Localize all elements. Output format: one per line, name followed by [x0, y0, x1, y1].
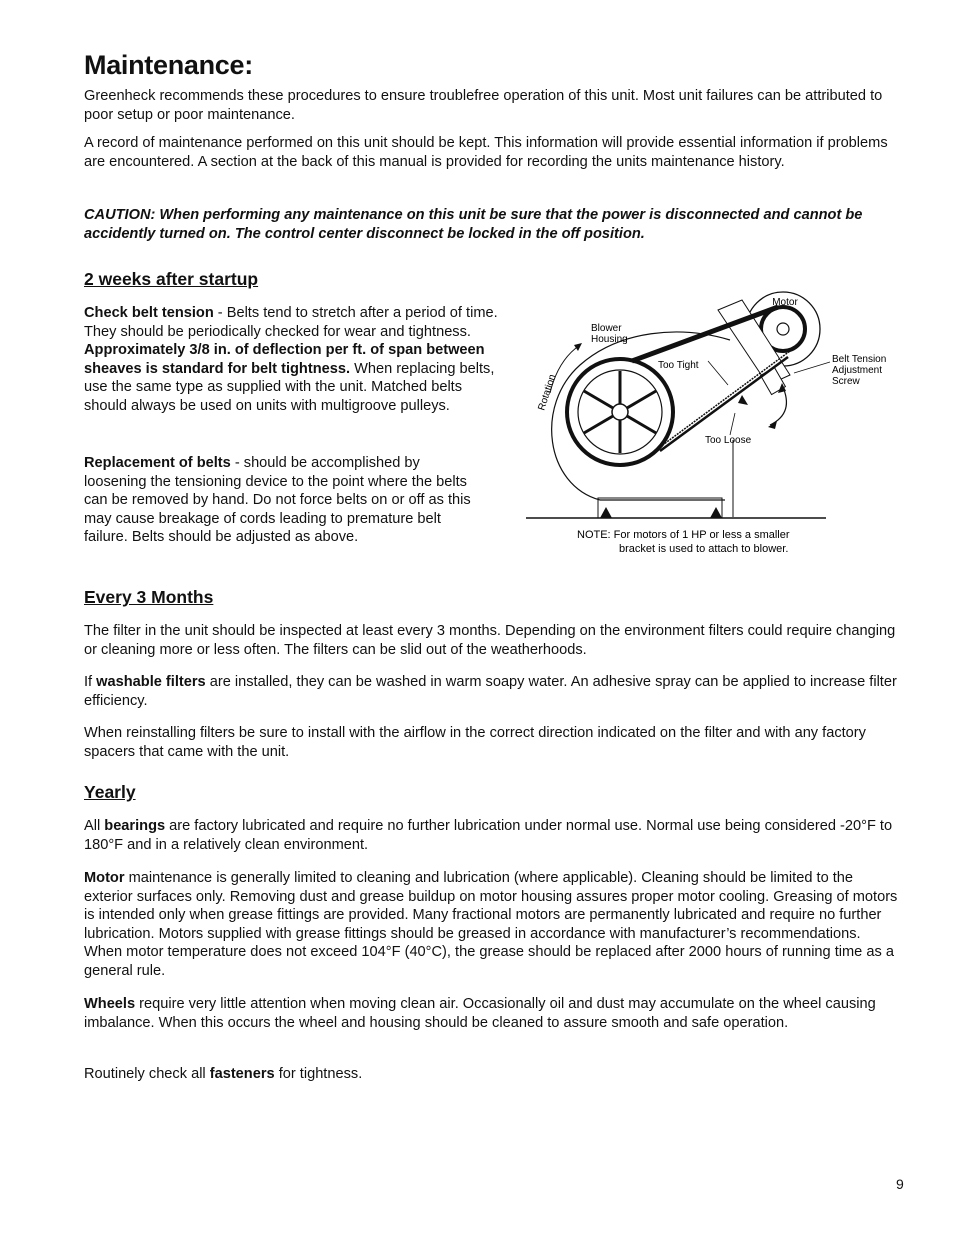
pivot-arrow	[738, 395, 748, 405]
heading-2-weeks: 2 weeks after startup	[84, 269, 259, 289]
heading-every-3-months: Every 3 Months	[84, 587, 214, 607]
replacement-text: - should be accomplished by loosening the tensioning device to the point where the belts can be removed by hand. Do not force belts on or off as this may cause breakage of cords leading to premature belt failure. Belts should be adjusted as above.	[84, 455, 471, 546]
yearly-p1-post: are factory lubricated and require no further lubrication under normal use. Normal use being considered -20°F to 180°F and in a relatively clean environment.	[84, 818, 893, 853]
label-blower-1: Blower	[591, 323, 622, 334]
yearly-p3-bold: Wheels	[84, 996, 136, 1012]
label-blower-2: Housing	[591, 334, 628, 345]
belt-tension-bold: Approximately 3/8 in. of deflection per ft. of span between sheaves is standard for belt tightness.	[84, 342, 485, 377]
label-belt-tension-2: Adjustment	[832, 365, 883, 376]
heading-yearly: Yearly	[84, 782, 136, 802]
yearly-p3-post: require very little attention when moving clean air. Occasionally oil and dust may accumulate on the wheel causing imbalance. When this occurs the wheel and housing should be cleaned to assure smooth and safe operation.	[84, 996, 876, 1031]
label-motor: Motor	[772, 297, 798, 308]
label-note-1: NOTE: For motors of 1 HP or less a smaller	[577, 529, 790, 541]
yearly-p2-post: maintenance is generally limited to cleaning and lubrication (where applicable). Cleaning should be limited to the exterior surfaces only. Removing dust and grease buildup on motor housing assures proper motor cooling. Greasing of motors is intended only when grease fittings are provided. Many fractional motors are permanently lubricated and require no further lubrication. Motors supplied with grease fittings should be greased in accordance with manufacturer’s recommendations. When motor temperature does not exceed 104°F (40°C), the grease should be replaced after 2000 hours of running time as a general rule.	[84, 870, 898, 979]
replacement-label: Replacement of belts	[84, 455, 231, 471]
months-p2-bold: washable filters	[96, 674, 206, 690]
belt-tension-paragraph	[84, 304, 498, 416]
yearly-p4-pre: Routinely check all	[84, 1066, 210, 1082]
motor-shaft	[777, 323, 789, 335]
caution-text	[84, 206, 898, 243]
yearly-p4-post: for tightness.	[274, 1066, 363, 1082]
belt-tension-text-1: - Belts tend to stretch after a period of time. They should be periodically checked for wear and tightness.	[84, 305, 498, 340]
yearly-paragraph-4	[84, 1065, 898, 1084]
label-note-2: bracket is used to attach to blower.	[619, 543, 789, 555]
caution-text-content: CAUTION: When performing any maintenance on this unit be sure that the power is disconnected and cannot be accidently turned on. The control center disconnect be locked in the off position.	[84, 207, 863, 242]
yearly-p4-bold: fasteners	[209, 1066, 275, 1082]
intro-paragraph-1: Greenheck recommends these procedures to ensure troublefree operation of this unit. Most unit failures can be attributed to poor setup or poor maintenance.	[84, 88, 883, 123]
yearly-paragraph-2	[84, 869, 898, 981]
intro-paragraph-2: A record of maintenance performed on this unit should be kept. This information will provide essential information if problems are encountered. A section at the back of this manual is provided for recording the units maintenance history.	[84, 135, 888, 170]
label-belt-tension-1: Belt Tension	[832, 354, 887, 365]
label-rotation: Rotation	[536, 373, 559, 412]
too-loose-leader	[730, 413, 735, 435]
belt-tension-diagram	[520, 285, 900, 560]
too-tight-leader	[708, 361, 728, 385]
months-paragraph-3: When reinstalling filters be sure to install with the airflow in the correct direction indicated on the filter and with any factory spacers that came with the unit.	[84, 725, 866, 760]
belt-tension-text-2: When replacing belts, use the same type as supplied with the unit. Matched belts should always be used on units with multigroove pulleys.	[84, 360, 495, 414]
yearly-p1-pre: All	[84, 818, 105, 834]
label-belt-tension-3: Screw	[832, 376, 860, 387]
months-p2-pre: If	[84, 674, 97, 690]
label-too-tight: Too Tight	[658, 360, 699, 371]
arrow-head-down	[768, 421, 777, 429]
months-p2-post: are installed, they can be washed in warm soapy water. An adhesive spray can be applied to increase filter efficiency.	[84, 674, 897, 709]
yearly-p2-bold: Motor	[84, 870, 125, 886]
yearly-p1-bold: bearings	[104, 818, 166, 834]
belt-tension-label: Check belt tension	[84, 305, 214, 321]
page-title: Maintenance:	[84, 50, 253, 80]
mounting-rail	[598, 498, 722, 518]
yearly-paragraph-1	[84, 817, 898, 854]
replacement-paragraph	[84, 454, 478, 547]
months-paragraph-1: The filter in the unit should be inspected at least every 3 months. Depending on the environment filters could require changing or cleaning more or less often. The filters can be slid out of the weatherhoods.	[84, 623, 896, 658]
months-paragraph-2	[84, 673, 898, 710]
mount-foot-right	[710, 507, 722, 518]
mount-foot-left	[600, 507, 612, 518]
page-number: 9	[896, 1176, 904, 1192]
rotation-arrow-head	[574, 343, 582, 351]
screw-leader	[794, 362, 830, 373]
label-too-loose: Too Loose	[705, 435, 752, 446]
blower-hub	[612, 404, 628, 420]
yearly-paragraph-3	[84, 995, 898, 1032]
